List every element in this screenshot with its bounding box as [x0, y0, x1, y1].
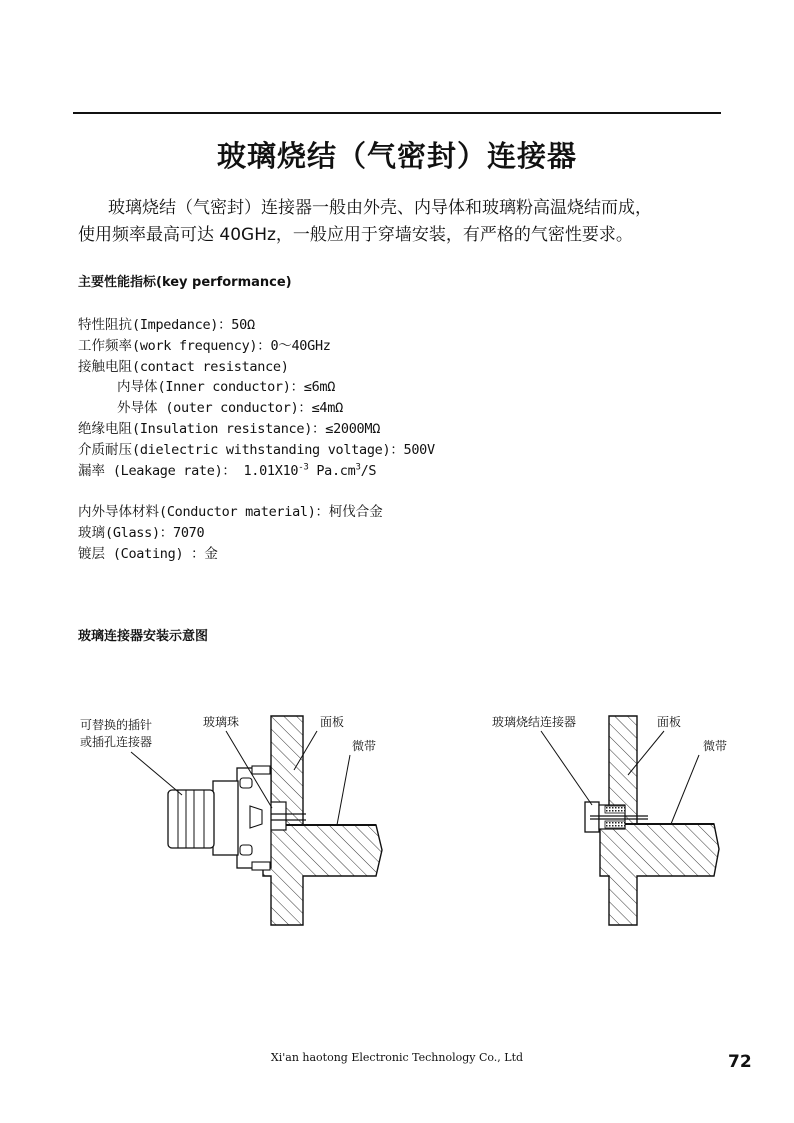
spec-frequency: 工作频率(work frequency)：0～40GHz	[78, 338, 331, 354]
spec-insulation-resistance: 绝缘电阻(Insulation resistance)：≤2000MΩ	[78, 421, 381, 437]
material-conductor: 内外导体材料(Conductor material)：柯伐合金	[78, 504, 383, 520]
spec-impedance: 特性阻抗(Impedance)：50Ω	[78, 317, 255, 333]
page-title: 玻璃烧结（气密封）连接器	[216, 139, 577, 173]
label-left-panel: 面板	[320, 715, 345, 729]
right-glass-connector	[585, 802, 599, 832]
page-number: 72	[728, 1052, 752, 1072]
label-left-microstrip: 微带	[352, 739, 377, 753]
spec-inner-conductor: 内导体(Inner conductor)：≤6mΩ	[117, 379, 336, 395]
label-glass-sintered-connector: 玻璃烧结连接器	[492, 715, 577, 729]
spec-contact-resistance: 接触电阻(contact resistance)	[78, 359, 289, 375]
footer-company: Xi'an haotong Electronic Technology Co., Ltd	[270, 1051, 524, 1064]
spec-withstanding-voltage: 介质耐压(dielectric withstanding voltage)：500V	[78, 442, 435, 458]
left-connector-body	[213, 781, 238, 855]
label-replaceable-connector: 可替换的插针 或插孔连接器	[80, 718, 153, 749]
performance-heading: 主要性能指标(key performance)	[78, 275, 292, 290]
diagram-heading: 玻璃连接器安装示意图	[78, 629, 209, 644]
material-coating: 镀层 (Coating) ：金	[78, 546, 218, 562]
spec-leakage-rate: 漏率 (Leakage rate)： $1.01X10^{-3}$ $Pa.cm^3/S$	[78, 462, 377, 479]
spec-outer-conductor: 外导体 (outer conductor)：≤4mΩ	[117, 400, 343, 416]
intro-line-1: 玻璃烧结（气密封）连接器一般由外壳、内导体和玻璃粉高温烧结而成，	[108, 198, 652, 218]
intro-line-2: 使用频率最高可达 40GHz，一般应用于穿墙安装，有严格的气密性要求。	[78, 225, 633, 245]
label-right-microstrip: 微带	[703, 739, 728, 753]
label-glass-bead: 玻璃珠	[203, 715, 240, 729]
material-glass: 玻璃(Glass)：7070	[78, 525, 205, 541]
label-right-panel: 面板	[657, 715, 682, 729]
right-installation-drawing	[541, 716, 719, 925]
left-installation-drawing	[131, 716, 382, 925]
